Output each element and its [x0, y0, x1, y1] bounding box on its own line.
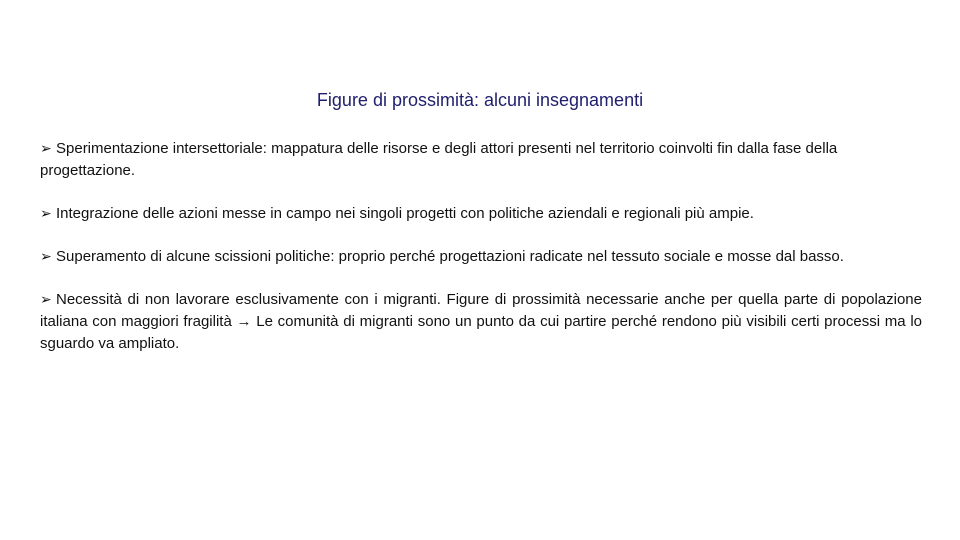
bullet-text: Necessità di non lavorare esclusivamente con i migranti. Figure di prossimità necessarie anche per quella parte di popolazione italiana con maggiori fragilità → Le comunità di migranti sono un punto da cui partire perché rendono più visibili certi processi ma lo sguardo va ampliato. [40, 291, 922, 352]
bullet-text: Sperimentazione intersettoriale: mappatura delle risorse e degli attori presenti nel territorio coinvolti fin dalla fase della progettazione. [40, 140, 838, 179]
bullet-list [40, 138, 922, 376]
arrow-bullet-icon: ➢ [40, 141, 52, 157]
bullet-item [40, 138, 922, 182]
bullet-item [40, 289, 922, 355]
bullet-item [40, 203, 922, 225]
arrow-bullet-icon: ➢ [40, 249, 52, 265]
bullet-item [40, 246, 922, 268]
slide-title: Figure di prossimità: alcuni insegnamenti [316, 90, 644, 110]
arrow-bullet-icon: ➢ [40, 206, 52, 222]
bullet-text: Integrazione delle azioni messe in campo nei singoli progetti con politiche aziendali e regionali più ampie. [56, 205, 754, 222]
arrow-bullet-icon: ➢ [40, 292, 52, 308]
bullet-text: Superamento di alcune scissioni politiche: proprio perché progettazioni radicate nel tessuto sociale e mosse dal basso. [56, 248, 844, 265]
